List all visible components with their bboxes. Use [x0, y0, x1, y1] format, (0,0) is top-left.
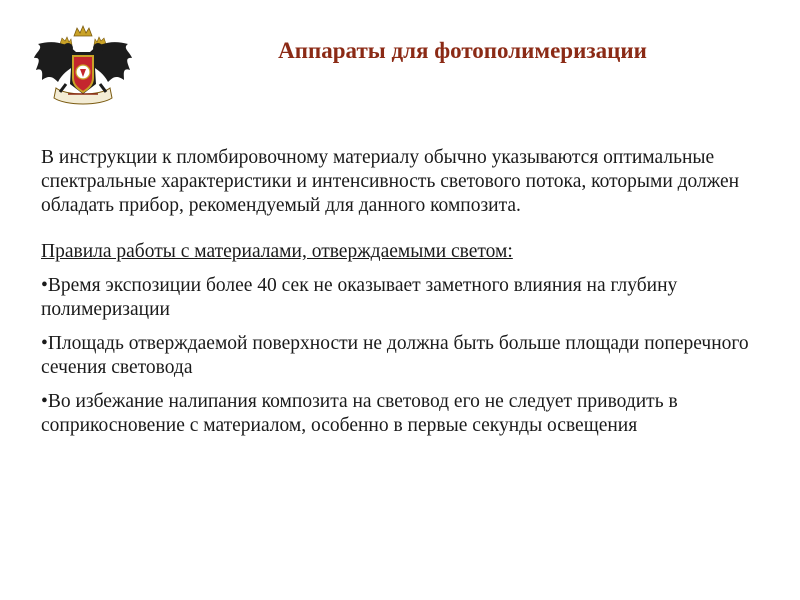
bullet-item: •Во избежание налипания композита на световод его не следует приводить в соприкосновение с материалом, особенно в первые секунды освещения [41, 391, 678, 436]
rules-heading: Правила работы с материалами, отверждаемыми светом: [41, 241, 513, 262]
intro-paragraph: В инструкции к пломбировочному материалу обычно указываются оптимальные спектральные характеристики и интенсивность светового потока, которыми должен обладать прибор, рекомендуемый для данного композита. [41, 147, 740, 216]
bullet-item: •Время экспозиции более 40 сек не оказывает заметного влияния на глубину полимеризации [41, 275, 678, 320]
bullet-item: •Площадь отверждаемой поверхности не должна быть больше площади поперечного сечения световода [41, 333, 749, 378]
slide-body [41, 146, 756, 448]
coat-of-arms-icon [30, 22, 136, 112]
slide-title: Аппараты для фотополимеризации [278, 38, 647, 63]
